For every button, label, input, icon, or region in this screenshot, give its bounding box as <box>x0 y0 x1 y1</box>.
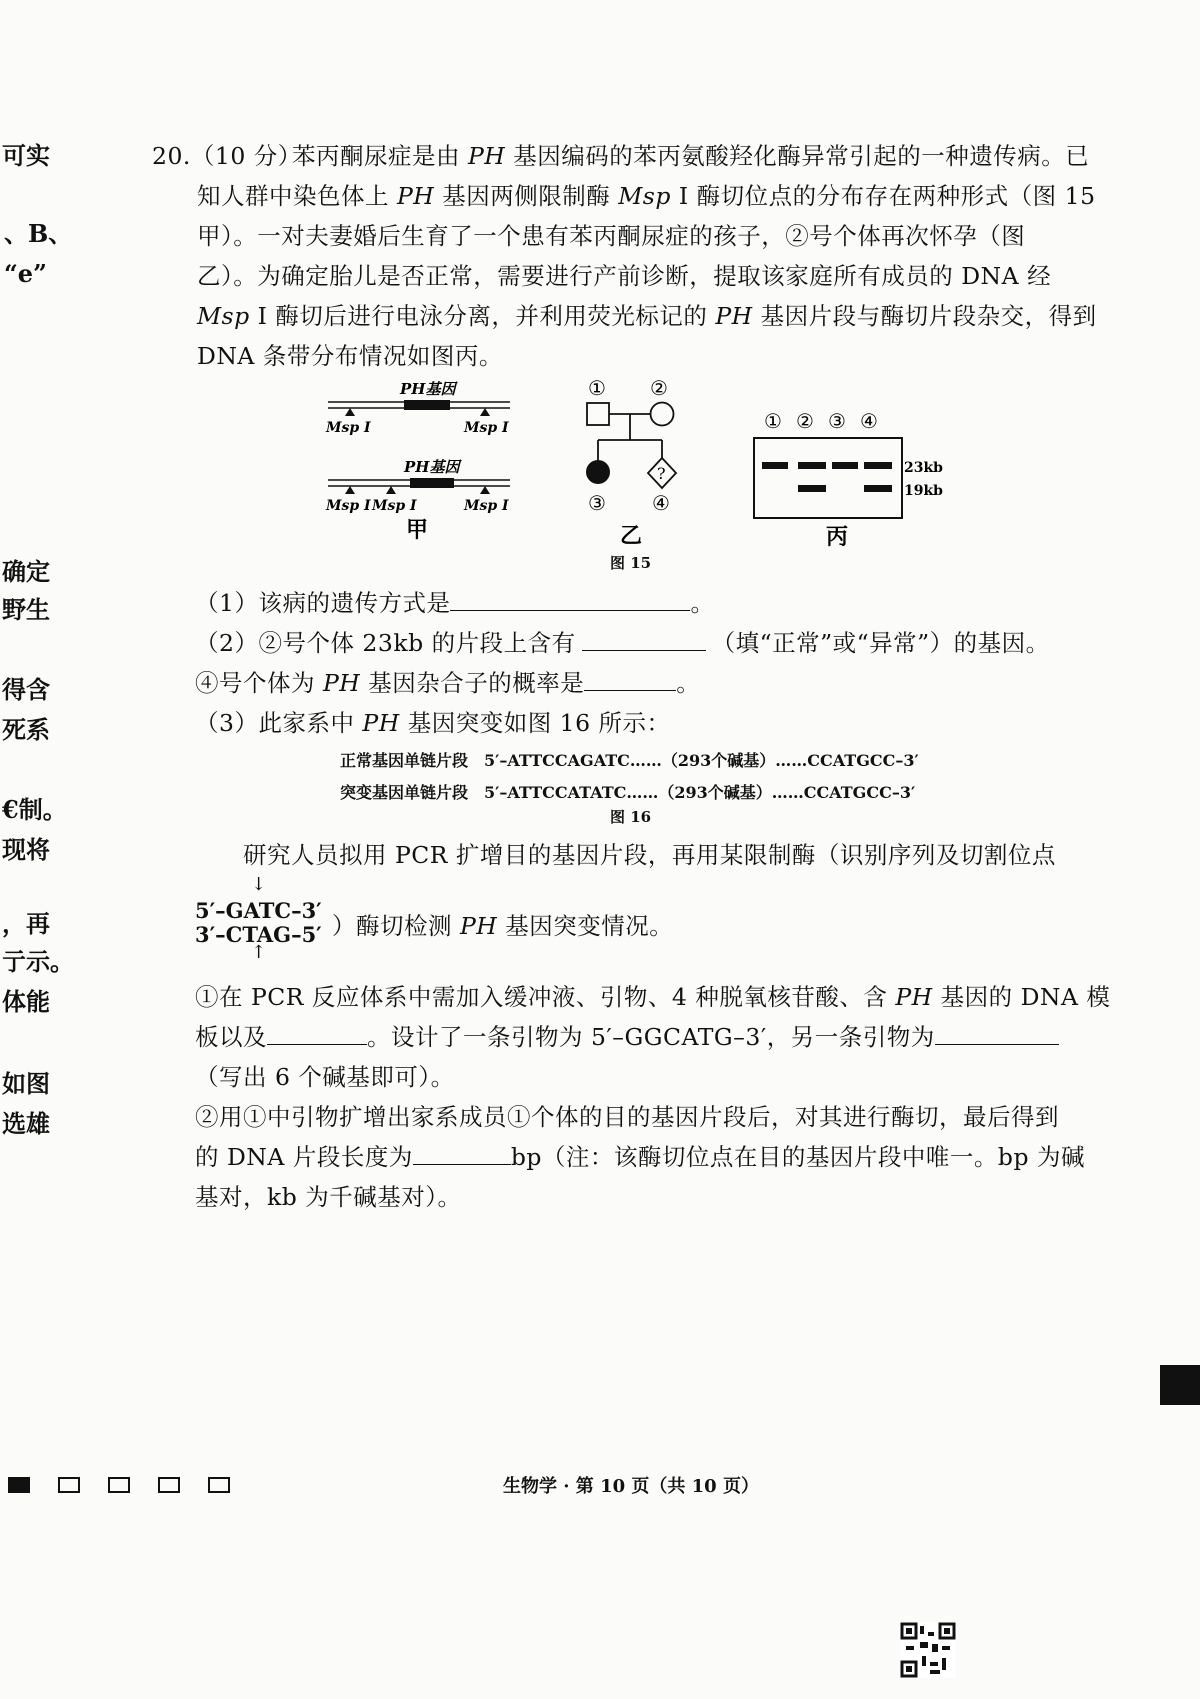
sub-question-3-intro: （3）此家系中 PH 基因突变如图 16 所示： <box>195 709 671 737</box>
edge-marker-block <box>1160 1365 1200 1405</box>
lane-label-3: ③ <box>828 409 846 433</box>
margin-fragment: €制。 <box>2 795 67 824</box>
cut-arrow-up: ↑ <box>251 942 267 963</box>
cut-site-2c <box>480 486 490 494</box>
member-label-3: ③ <box>588 491 606 515</box>
site-label-2a: Msp I <box>326 498 371 514</box>
margin-fragment: 得含 <box>2 675 50 704</box>
page-square-2 <box>58 1477 80 1493</box>
normal-sequence-row: 正常基因单链片段 5′–ATTCCAGATC……（293个碱基）……CCATGCC–3′ <box>340 751 919 770</box>
intro-line: 知人群中染色体上 PH 基因两侧限制酶 Msp I 酶切位点的分布存在两种形式（图 15 <box>197 182 1096 210</box>
band-19kb-lane4 <box>864 485 892 492</box>
page-square-4 <box>158 1477 180 1493</box>
margin-fragment: 死系 <box>2 715 50 744</box>
cut-arrow-down: ↓ <box>251 874 267 895</box>
page-square-5 <box>208 1477 230 1493</box>
pcr-paragraph-line1: 研究人员拟用 PCR 扩增目的基因片段，再用某限制酶（识别序列及切割位点 <box>243 841 1056 869</box>
intro-line: 甲）。一对夫妻婚后生育了一个患有苯丙酮尿症的孩子，②号个体再次怀孕（图 <box>197 222 1026 250</box>
answer-blank-1[interactable] <box>450 588 690 611</box>
figure-15-jia <box>320 380 520 540</box>
answer-blank-4[interactable] <box>267 1022 367 1045</box>
band-23kb-lane2 <box>798 462 826 469</box>
page-footer: 生物学 · 第 10 页（共 10 页） <box>503 1476 759 1497</box>
band-label-23kb: 23kb <box>904 460 943 476</box>
q1-line2: 板以及 。设计了一条引物为 5′–GGCATG–3′，另一条引物为 <box>195 1017 1059 1057</box>
lane-label-1: ① <box>764 409 782 433</box>
answer-blank-3[interactable] <box>584 668 676 691</box>
margin-fragment: 确定 <box>2 557 50 586</box>
margin-fragment: 现将 <box>2 835 50 864</box>
site-label-2c: Msp I <box>464 498 509 514</box>
gene-label-1: PH基因 <box>400 380 456 398</box>
restriction-site <box>195 872 355 963</box>
q2-line2: 的 DNA 片段长度为 bp（注：该酶切位点在目的基因片段中唯一。bp 为碱 <box>195 1143 1085 1171</box>
page-square-1 <box>8 1477 30 1493</box>
band-19kb-lane2 <box>798 485 826 492</box>
intro-line: 乙）。为确定胎儿是否正常，需要进行产前诊断，提取该家庭所有成员的 DNA 经 <box>197 262 1052 290</box>
mutant-sequence-row: 突变基因单链片段 5′–ATTCCATATC……（293个碱基）……CCATGCC–3′ <box>340 783 916 802</box>
margin-fragment: 选雄 <box>2 1109 50 1138</box>
q2-line1: ②用①中引物扩增出家系成员①个体的目的基因片段后，对其进行酶切，最后得到 <box>195 1103 1059 1131</box>
caption-jia: 甲 <box>406 517 429 540</box>
figure-15-yi-pedigree <box>570 375 690 550</box>
sub-question-1: （1）该病的遗传方式是 。 <box>195 589 715 617</box>
caption-bing: 丙 <box>826 524 849 548</box>
gene-label-2: PH基因 <box>404 458 460 476</box>
band-label-19kb: 19kb <box>904 483 943 499</box>
lane-label-2: ② <box>796 409 814 433</box>
band-23kb-lane4 <box>864 462 892 469</box>
figure-15-bing-gel <box>748 408 948 548</box>
q1-line3: （写出 6 个碱基即可）。 <box>195 1063 455 1091</box>
q1-line1: ①在 PCR 反应体系中需加入缓冲液、引物、4 种脱氧核苷酸、含 PH 基因的 DNA 模 <box>195 983 1111 1011</box>
site-bottom-strand: 3′–CTAG–5′ <box>195 922 322 947</box>
margin-fragment: 体能 <box>2 987 50 1016</box>
lane-label-4: ④ <box>860 409 878 433</box>
margin-fragment: ，再 <box>2 909 50 938</box>
caption-yi: 乙 <box>620 523 643 549</box>
site-label-1a: Msp I <box>326 420 371 436</box>
cut-site-2a <box>345 486 355 494</box>
affected-child-circle <box>586 460 610 484</box>
page-square-3 <box>108 1477 130 1493</box>
answer-blank-6[interactable] <box>413 1142 511 1165</box>
band-23kb-lane3 <box>832 462 858 469</box>
intro-line: DNA 条带分布情况如图丙。 <box>197 342 503 370</box>
site-top-strand: 5′–GATC–3′ <box>195 898 322 923</box>
figure-16-title: 图 16 <box>610 808 652 826</box>
intro-line: 苯丙酮尿症是由 PH 基因编码的苯丙氨酸羟化酶异常引起的一种遗传病。已 <box>292 142 1090 170</box>
pcr-paragraph-line2: ）酶切检测 PH 基因突变情况。 <box>332 912 674 940</box>
cut-site-1a <box>345 408 355 416</box>
band-23kb-lane1 <box>762 462 788 469</box>
margin-fragment: 野生 <box>2 595 50 624</box>
site-label-2b: Msp I <box>372 498 417 514</box>
gene-block-1 <box>404 400 450 410</box>
father-square <box>587 403 609 425</box>
cut-site-1b <box>480 408 490 416</box>
member-label-4: ④ <box>652 491 670 515</box>
site-label-1b: Msp I <box>464 420 509 436</box>
qr-code-icon <box>900 1622 956 1678</box>
margin-fragment: “e” <box>4 259 47 288</box>
fetus-question-mark: ? <box>657 464 666 483</box>
margin-fragment: 可实 <box>2 141 50 170</box>
figure-15-title: 图 15 <box>610 554 652 572</box>
mother-circle <box>651 403 674 426</box>
sub-question-2-line2: ④号个体为 PH 基因杂合子的概率是 。 <box>195 669 701 697</box>
margin-fragment: 如图 <box>2 1069 50 1098</box>
footer-squares <box>8 1477 258 1497</box>
margin-fragment: 亍示。 <box>2 947 74 976</box>
answer-blank-5[interactable] <box>935 1022 1059 1045</box>
answer-blank-2[interactable] <box>582 628 706 651</box>
member-label-2: ② <box>650 376 668 400</box>
gel-frame <box>754 438 902 518</box>
cut-site-2b <box>386 486 396 494</box>
margin-fragment: 、B、 <box>4 219 73 248</box>
q2-line3: 基对，kb 为千碱基对）。 <box>195 1183 462 1211</box>
member-label-1: ① <box>588 376 606 400</box>
question-number: 20.（10 分） <box>152 142 302 170</box>
gene-block-2 <box>410 478 454 488</box>
sub-question-2-line1: （2）②号个体 23kb 的片段上含有 （填“正常”或“异常”）的基因。 <box>195 629 1050 657</box>
intro-line: Msp I 酶切后进行电泳分离，并利用荧光标记的 PH 基因片段与酶切片段杂交，得到 <box>197 302 1097 330</box>
